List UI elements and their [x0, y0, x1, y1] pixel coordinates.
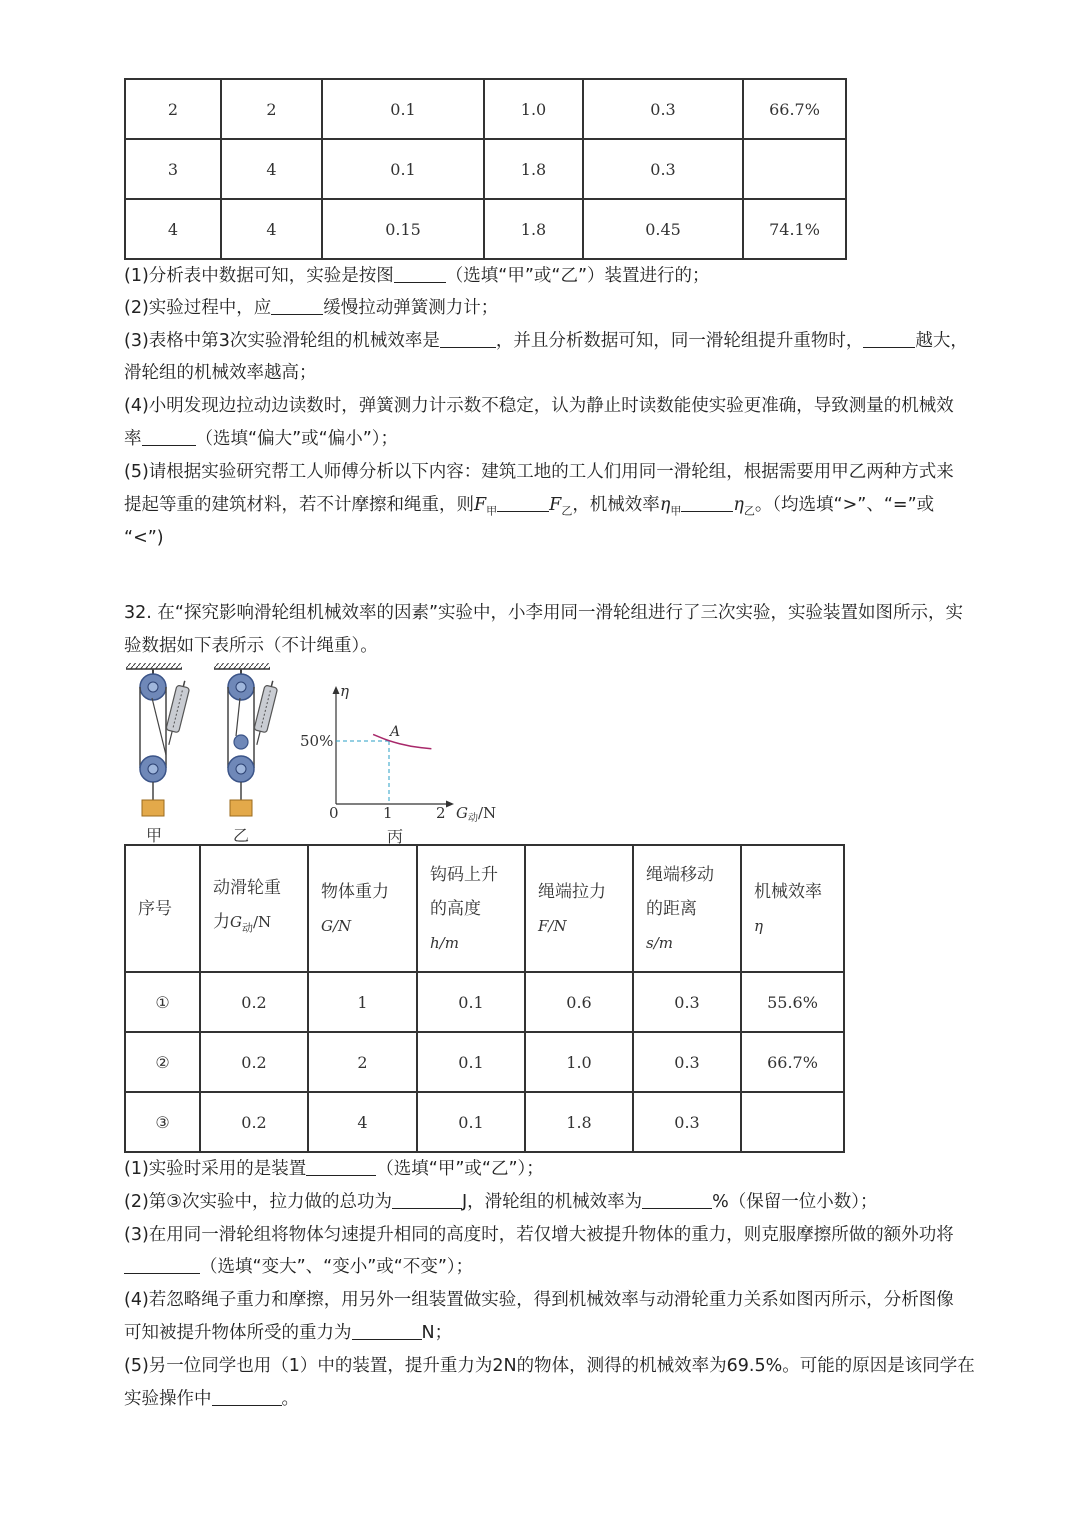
- table-cell: ③: [125, 1092, 200, 1152]
- col-header-index: 序号: [125, 845, 200, 972]
- table-cell: 74.1%: [743, 199, 846, 259]
- hook-weight: [230, 800, 252, 816]
- x-tick-1: 1: [383, 804, 393, 822]
- table-cell: 4: [308, 1092, 417, 1152]
- data-table-1: [124, 78, 847, 260]
- q32-part2: (2)第③次实验中，拉力做的总功为 J，滑轮组的机械效率为 %（保留一位小数）；: [124, 1192, 878, 1212]
- table-row: [125, 1032, 844, 1092]
- q31-part4: (4)小明发现边拉动边读数时，弹簧测力计示数不稳定，认为静止时读数能使实验更准确，导致测量的机械效: [124, 396, 954, 416]
- figure-label-yi: 乙: [233, 826, 250, 845]
- spring-scale: [162, 679, 191, 746]
- table-cell: 1.0: [484, 79, 583, 139]
- table-row: [125, 199, 846, 259]
- table-cell: 0.2: [200, 1032, 308, 1092]
- table-row: [125, 79, 846, 139]
- q31-part5: (5)请根据实验研究帮工人师傅分析以下内容：建筑工地的工人们用同一滑轮组，根据需要用甲乙两种方式来: [124, 462, 954, 482]
- table-cell: 0.3: [633, 1032, 741, 1092]
- table-cell: 2: [221, 79, 322, 139]
- answer-blank[interactable]: [642, 1190, 712, 1209]
- table-cell: 0.2: [200, 972, 308, 1032]
- table-cell: 4: [125, 199, 221, 259]
- table-cell: [741, 1092, 844, 1152]
- efficiency-curve: [373, 734, 431, 748]
- table-cell: 0.1: [417, 972, 525, 1032]
- pulley-apparatus-jia: [126, 663, 191, 816]
- table-cell: 0.1: [322, 139, 484, 199]
- table-cell: 0.2: [200, 1092, 308, 1152]
- table-cell: 0.1: [322, 79, 484, 139]
- table-cell: 0.3: [633, 972, 741, 1032]
- table-cell: 2: [125, 79, 221, 139]
- answer-blank[interactable]: [271, 296, 323, 315]
- hook-weight: [142, 800, 164, 816]
- q31-part3: (3)表格中第3次实验滑轮组的机械效率是 ，并且分析数据可知，同一滑轮组提升重物时， 越大，: [124, 331, 968, 351]
- table-cell: 66.7%: [743, 79, 846, 139]
- col-header-hook-height: 钩码上升 的高度 h/m: [417, 845, 525, 972]
- figure-label-bing: 丙: [387, 827, 404, 846]
- table-cell: 1.8: [484, 199, 583, 259]
- answer-blank[interactable]: [306, 1157, 376, 1176]
- table-row: [125, 972, 844, 1032]
- table-cell: 0.15: [322, 199, 484, 259]
- table-cell: 0.3: [583, 79, 743, 139]
- q32-part3: (3)在用同一滑轮组将物体匀速提升相同的高度时，若仅增大被提升物体的重力，则克服摩擦所做的额外功将: [124, 1225, 954, 1245]
- answer-blank[interactable]: [863, 329, 915, 348]
- answer-blank[interactable]: [440, 329, 496, 348]
- table-cell: 0.3: [633, 1092, 741, 1152]
- x-axis-label: $G_动/N$: [456, 804, 497, 824]
- x-tick-0: 0: [329, 804, 339, 822]
- y-axis-label: η: [340, 682, 349, 700]
- q31-part5-cont: 提起等重的建筑材料，若不计摩擦和绳重，则$F_甲$ $F_乙$，机械效率$\eta_甲$ $\eta_乙$。（均选填“>”、“=”或: [124, 495, 935, 518]
- experiment-figure: [118, 660, 518, 848]
- answer-blank[interactable]: [392, 1190, 462, 1209]
- y-axis-arrow: [333, 686, 340, 694]
- table-cell: 1.0: [525, 1032, 633, 1092]
- table-cell: 3: [125, 139, 221, 199]
- q31-part3-cont: 滑轮组的机械效率越高；: [124, 363, 317, 383]
- table-cell: 0.3: [583, 139, 743, 199]
- col-header-efficiency: 机械效率 η: [741, 845, 844, 972]
- col-header-object-weight: 物体重力 G/N: [308, 845, 417, 972]
- q32-part4: (4)若忽略绳子重力和摩擦，用另外一组装置做实验，得到机械效率与动滑轮重力关系如图丙所示，分析图像: [124, 1290, 954, 1310]
- y-tick-50: 50%: [300, 732, 334, 750]
- q31-part5-end: “<”): [124, 528, 164, 548]
- small-pulley: [234, 735, 248, 749]
- table-cell: ②: [125, 1032, 200, 1092]
- q31-part2: (2)实验过程中，应 缓慢拉动弹簧测力计；: [124, 298, 499, 318]
- table-cell: 1: [308, 972, 417, 1032]
- q31-part4-cont: 率 （选填“偏大”或“偏小”）；: [124, 429, 399, 449]
- col-header-pull-force: 绳端拉力 F/N: [525, 845, 633, 972]
- table-cell: 0.45: [583, 199, 743, 259]
- table-cell: 1.8: [525, 1092, 633, 1152]
- table-cell: 1.8: [484, 139, 583, 199]
- pulley-apparatus-yi: [214, 663, 279, 816]
- q32-part5-cont: 实验操作中 。: [124, 1389, 299, 1409]
- q31-part1: (1)分析表中数据可知，实验是按图 （选填“甲”或“乙”）装置进行的；: [124, 266, 710, 286]
- table-cell: 55.6%: [741, 972, 844, 1032]
- q32-part4-cont: 可知被提升物体所受的重力为 N；: [124, 1323, 453, 1343]
- figure-label-jia: 甲: [146, 826, 163, 845]
- table-cell: 0.1: [417, 1032, 525, 1092]
- answer-blank[interactable]: [681, 493, 733, 512]
- answer-blank[interactable]: [394, 264, 446, 283]
- table-cell: 66.7%: [741, 1032, 844, 1092]
- answer-blank[interactable]: [142, 427, 196, 446]
- table-cell: ①: [125, 972, 200, 1032]
- col-header-pulley-weight: 动滑轮重 力$G_动/N$: [200, 845, 308, 972]
- q32-part1: (1)实验时采用的是装置 （选填“甲”或“乙”）；: [124, 1159, 544, 1179]
- table-row: [125, 1092, 844, 1152]
- table-cell: [743, 139, 846, 199]
- table-row: [125, 139, 846, 199]
- spring-scale: [250, 679, 279, 746]
- x-axis-arrow: [446, 801, 454, 808]
- table-cell: 0.6: [525, 972, 633, 1032]
- point-a-label: A: [390, 724, 401, 740]
- data-table-2: [124, 844, 845, 1153]
- table-cell: 0.1: [417, 1092, 525, 1152]
- table-header-row: [125, 845, 844, 972]
- q32-stem-cont: 验数据如下表所示（不计绳重）。: [124, 636, 378, 656]
- answer-blank[interactable]: [352, 1321, 422, 1340]
- q32-stem: 32. 在“探究影响滑轮组机械效率的因素”实验中，小李用同一滑轮组进行了三次实验，实验装置如图所示，实: [124, 603, 964, 623]
- table-cell: 2: [308, 1032, 417, 1092]
- table-cell: 4: [221, 139, 322, 199]
- answer-blank[interactable]: [124, 1255, 200, 1274]
- table-cell: 4: [221, 199, 322, 259]
- col-header-rope-distance: 绳端移动 的距离 s/m: [633, 845, 741, 972]
- answer-blank[interactable]: [212, 1387, 282, 1406]
- x-tick-2: 2: [436, 804, 446, 822]
- efficiency-graph: [300, 682, 496, 824]
- q32-part3-cont: （选填“变大”、“变小”或“不变”）；: [124, 1255, 473, 1279]
- q32-part5: (5)另一位同学也用（1）中的装置，提升重力为2N的物体，测得的机械效率为69.5%。可能的原因是该同学在: [124, 1356, 975, 1376]
- answer-blank[interactable]: [497, 493, 549, 512]
